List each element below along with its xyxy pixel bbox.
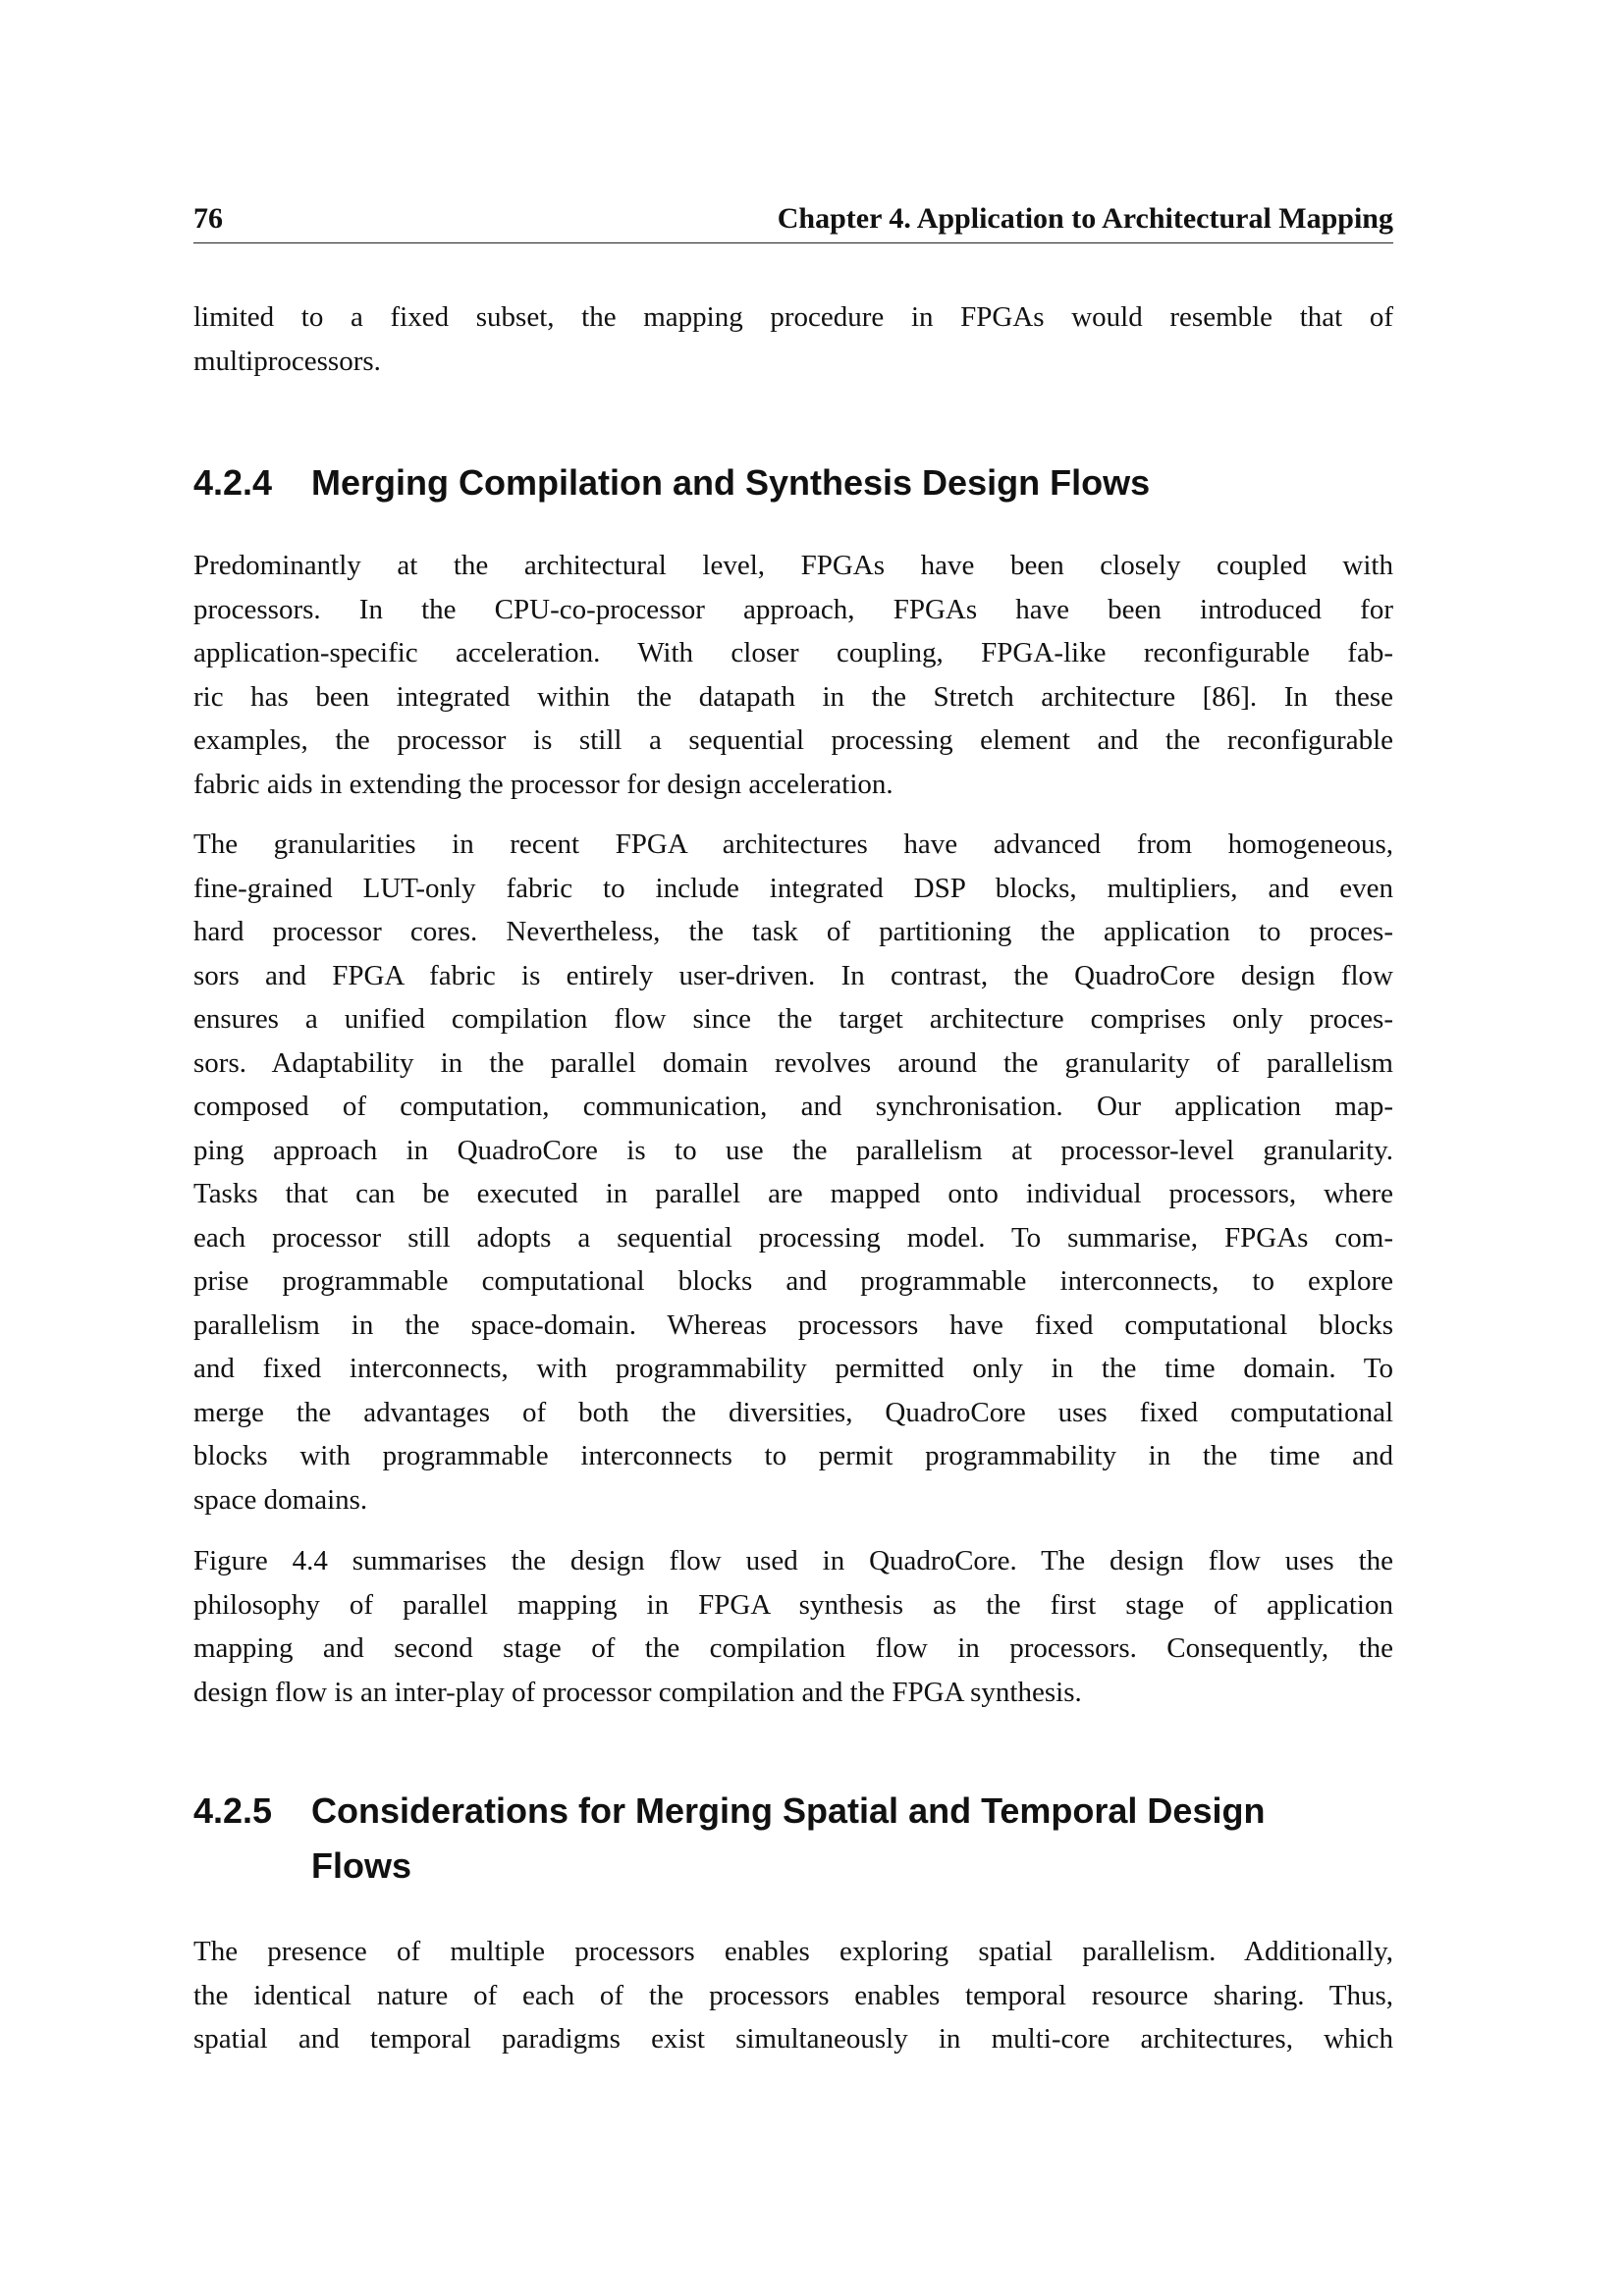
heading-line <box>193 455 1411 510</box>
text-line: fine-grained LUT-only fabric to include integrated DSP blocks, multipliers, and even <box>193 872 1393 904</box>
section-heading <box>193 455 1411 510</box>
text-line: merge the advantages of both the diversities, QuadroCore uses fixed computational <box>193 1396 1393 1428</box>
paragraph <box>193 1930 1393 2061</box>
paragraph <box>193 544 1393 806</box>
text-line: Tasks that can be executed in parallel are mapped onto individual processors, where <box>193 1178 1393 1209</box>
text-line: sors and FPGA fabric is entirely user-driven. In contrast, the QuadroCore design flow <box>193 959 1393 991</box>
section-number: 4.2.5 <box>193 1790 273 1831</box>
text-line: philosophy of parallel mapping in FPGA synthesis as the first stage of application <box>193 1588 1393 1621</box>
section-title: Considerations for Merging Spatial and Temporal Design <box>311 1790 1266 1831</box>
page-number: 76 <box>193 202 223 235</box>
running-header <box>193 197 1393 240</box>
text-line: The presence of multiple processors enables exploring spatial parallelism. Additionally, <box>193 1936 1393 1967</box>
section-number <box>193 1839 311 1894</box>
section-heading <box>193 1784 1411 1894</box>
section-title: Flows <box>311 1845 412 1886</box>
header-rule <box>193 242 1393 243</box>
text-line: the identical nature of each of the processors enables temporal resource sharing. Thus, <box>193 1979 1393 2011</box>
text-line: mapping and second stage of the compilation flow in processors. Consequently, the <box>193 1632 1393 1664</box>
text-line: prise programmable computational blocks and programmable interconnects, to explore <box>193 1265 1393 1297</box>
text-line: Predominantly at the architectural level, FPGAs have been closely coupled with <box>193 550 1393 581</box>
section-number: 4.2.4 <box>193 462 273 503</box>
text-line: composed of computation, communication, and synchronisation. Our application map- <box>193 1091 1393 1122</box>
text-line: ping approach in QuadroCore is to use the parallelism at processor-level granularity. <box>193 1134 1393 1166</box>
text-line: multiprocessors. <box>193 345 381 377</box>
text-line: The granularities in recent FPGA architectures have advanced from homogeneous, <box>193 828 1393 860</box>
text-line: and fixed interconnects, with programmability permitted only in the time domain. To <box>193 1353 1393 1384</box>
paragraph <box>193 295 1393 383</box>
text-line: Figure 4.4 summarises the design flow used in QuadroCore. The design flow uses the <box>193 1545 1393 1576</box>
text-line: ric has been integrated within the datapath in the Stretch architecture [86]. In these <box>193 680 1393 713</box>
section-title: Merging Compilation and Synthesis Design Flows <box>311 462 1151 503</box>
chapter-title: Chapter 4. Application to Architectural Mapping <box>777 202 1393 235</box>
text-line: application-specific acceleration. With closer coupling, FPGA-like reconfigurable fab- <box>193 637 1393 668</box>
text-line: blocks with programmable interconnects to permit programmability in the time and <box>193 1440 1393 1471</box>
paragraph <box>193 823 1393 1522</box>
text-line: processors. In the CPU-co-processor approach, FPGAs have been introduced for <box>193 593 1393 625</box>
text-line: space domains. <box>193 1483 368 1516</box>
text-line: ensures a unified compilation flow since the target architecture comprises only proces- <box>193 1003 1393 1035</box>
text-line: spatial and temporal paradigms exist simultaneously in multi-core architectures, which <box>193 2023 1393 2055</box>
heading-line <box>193 1839 1411 1894</box>
paragraph <box>193 1539 1393 1714</box>
text-line: parallelism in the space-domain. Whereas processors have fixed computational blocks <box>193 1308 1393 1341</box>
text-line: design flow is an inter-play of processor compilation and the FPGA synthesis. <box>193 1676 1082 1708</box>
text-line: each processor still adopts a sequential processing model. To summarise, FPGAs com- <box>193 1221 1393 1254</box>
text-line: fabric aids in extending the processor for design acceleration. <box>193 768 893 800</box>
text-line: limited to a fixed subset, the mapping procedure in FPGAs would resemble that of <box>193 301 1393 333</box>
text-line: hard processor cores. Nevertheless, the task of partitioning the application to proces- <box>193 916 1393 947</box>
text-line: sors. Adaptability in the parallel domain revolves around the granularity of parallelism <box>193 1046 1393 1079</box>
heading-line <box>193 1784 1411 1839</box>
text-line: examples, the processor is still a sequential processing element and the reconfigurable <box>193 724 1393 756</box>
